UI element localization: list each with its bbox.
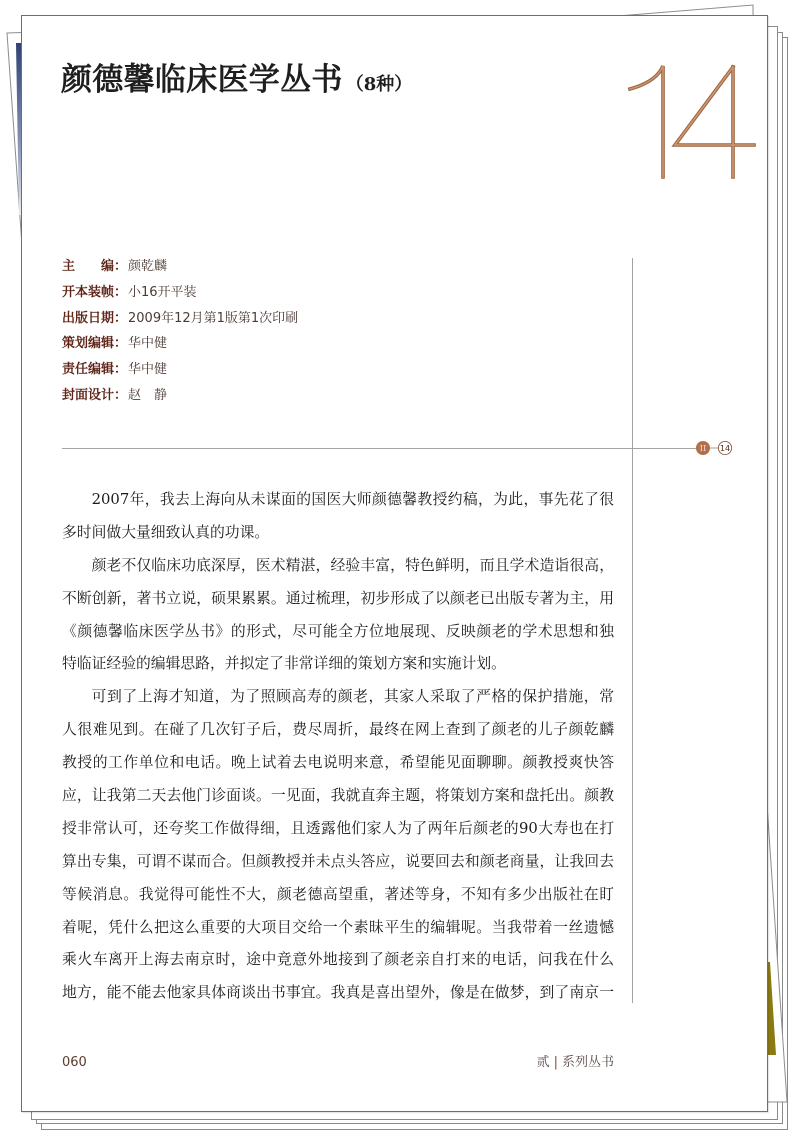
info-row-planning-editor <box>62 331 298 357</box>
info-label: 主 编： <box>62 259 128 274</box>
info-label: 策划编辑： <box>62 336 128 352</box>
info-row-chief-editor <box>62 254 298 280</box>
text-line: 特临证经验的编辑思路，并拟定了非常详细的策划方案和实施计划。 <box>62 655 506 673</box>
footer-series-label: 系列丛书 <box>561 1055 614 1070</box>
text-line: 可到了上海才知道，为了照顾高寿的颜老，其家人采取了严格的保护措施，常 <box>91 688 614 706</box>
chapter-number <box>620 55 765 185</box>
text-line: 教授的工作单位和电话。晚上试着去电说明来意，希望能见面聊聊。颜教授爽快答 <box>62 754 614 772</box>
section-badge-label: II <box>699 444 707 455</box>
footer-section-label: 贰 <box>536 1055 550 1070</box>
main-page <box>21 15 768 1112</box>
page-number: 060 <box>62 1055 87 1070</box>
text-line: 颜老不仅临床功底深厚，医术精湛，经验丰富，特色鲜明，而且学术造诣很高， <box>91 556 614 574</box>
info-label: 责任编辑： <box>62 362 128 378</box>
text-line: 多时间做大量细致认真的功课。 <box>62 523 270 541</box>
info-label: 出版日期： <box>62 310 128 326</box>
chapter-badge-label: 14 <box>719 444 731 453</box>
info-value: 赵 静 <box>128 387 168 403</box>
info-value: 颜乾麟 <box>128 259 168 274</box>
text-line: 地方，能不能去他家具体商谈出书事宜。我真是喜出望外，像是在做梦，到了南京一 <box>62 984 614 1002</box>
info-value: 小16开平装 <box>128 284 197 300</box>
section-divider <box>62 448 696 449</box>
running-footer <box>414 1054 614 1072</box>
page-title <box>61 61 412 99</box>
text-line: 不断创新，著书立说，硕果累累。通过梳理，初步形成了以颜老已出版专著为主，用 <box>62 589 614 607</box>
article-body <box>62 484 614 1010</box>
info-row-publish-date <box>62 306 298 332</box>
text-line: 《颜德馨临床医学丛书》的形式，尽可能全方位地展现、反映颜老的学术思想和独 <box>62 622 614 640</box>
info-value: 华中健 <box>128 362 168 378</box>
info-label: 开本装帧： <box>62 284 128 300</box>
text-line: 等候消息。我觉得可能性不大，颜老德高望重，著述等身，不知有多少出版社在盯 <box>62 885 614 903</box>
info-row-responsible-editor <box>62 357 298 383</box>
text-line: 授非常认可，还夸奖工作做得细，且透露他们家人为了两年后颜老的90大寿也在打 <box>62 819 614 837</box>
info-row-format <box>62 280 298 306</box>
text-line: 人很难见到。在碰了几次钉子后，费尽周折，最终在网上查到了颜老的儿子颜乾麟 <box>62 721 614 739</box>
info-value: 2009年12月第1版第1次印刷 <box>128 310 299 326</box>
footer-separator: | <box>553 1055 558 1070</box>
info-row-cover-design <box>62 383 298 409</box>
info-label: 封面设计： <box>62 387 128 403</box>
text-line: 算出专集，可谓不谋而合。但颜教授并未点头答应，说要回去和颜老商量，让我回去 <box>62 852 614 870</box>
book-info-list <box>62 254 298 409</box>
series-count: （8种） <box>345 74 413 95</box>
section-marker <box>692 440 737 456</box>
text-line: 应，让我第二天去他门诊面谈。一见面，我就直奔主题，将策划方案和盘托出。颜教 <box>62 787 614 805</box>
text-line: 乘火车离开上海去南京时，途中竟意外地接到了颜老亲自打来的电话，问我在什么 <box>62 951 614 969</box>
info-value: 华中健 <box>128 336 168 352</box>
vertical-divider <box>632 258 633 1003</box>
text-line: 着呢，凭什么把这么重要的大项目交给一个素昧平生的编辑呢。当我带着一丝遗憾 <box>62 918 614 936</box>
series-title: 颜德馨临床医学丛书 <box>61 62 343 98</box>
text-line: 2007年，我去上海向从未谋面的国医大师颜德馨教授约稿，为此，事先花了很 <box>91 491 614 508</box>
